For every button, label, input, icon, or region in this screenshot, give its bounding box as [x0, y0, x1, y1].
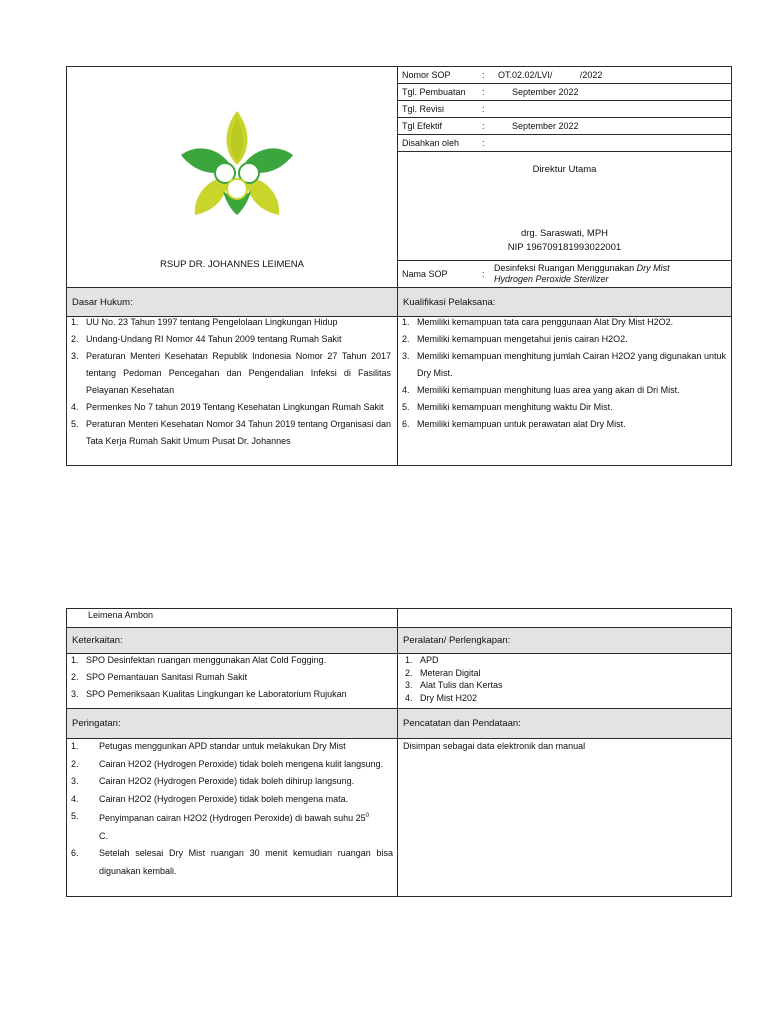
nama-sop-value: Desinfeksi Ruangan Menggunakan Dry Mist Hydrogen Peroxide Sterilizer — [494, 263, 670, 284]
row-tgl-pembuatan: Tgl. Pembuatan : September 2022 — [398, 84, 731, 101]
nomor-sop-label: Nomor SOP — [402, 70, 451, 80]
list-item: 2. Undang-Undang RI Nomor 44 Tahun 2009 tentang Rumah Sakit — [71, 334, 342, 344]
peringatan-list — [71, 738, 393, 880]
hospital-logo-icon — [175, 107, 300, 217]
tgl-revisi-label: Tgl. Revisi — [402, 104, 445, 114]
row-disahkan: Disahkan oleh : — [398, 135, 731, 152]
peringatan-title: Peringatan: — [72, 718, 121, 729]
director-nip: NIP 196709181993022001 — [507, 242, 622, 253]
list-item: 6. Memiliki kemampuan untuk perawatan alat Dry Mist. — [402, 419, 626, 429]
nama-sop-label: Nama SOP — [402, 269, 448, 279]
keterkaitan-title: Keterkaitan: — [72, 635, 123, 646]
list-item: 5. Memiliki kemampuan menghitung waktu Dir Mist. — [402, 402, 613, 412]
list-item: 3. Peraturan Menteri Kesehatan Republik Indonesia Nomor 27 Tahun 2017 tentang Pedoman Pencegahan dan Pengendalian Infeksi di Fasilitas Pelayanan Kesehatan — [71, 351, 391, 395]
row-tgl-efektif: Tgl Efektif : September 2022 — [398, 118, 731, 135]
sop-table-bottom — [66, 608, 732, 897]
sop-table-top — [66, 66, 732, 466]
tgl-pembuatan-value: September 2022 — [512, 87, 579, 97]
list-item: 4. Cairan H2O2 (Hydrogen Peroxide) tidak boleh mengena mata. — [71, 793, 349, 804]
dasar-hukum-title: Dasar Hukum: — [72, 296, 133, 308]
list-item: 3. Alat Tulis dan Kertas — [405, 680, 503, 690]
director-title: Direktur Utama — [532, 164, 597, 175]
hospital-name: RSUP DR. JOHANNES LEIMENA — [160, 259, 304, 270]
list-item: 3. Memiliki kemampuan menghitung jumlah Cairan H2O2 yang digunakan untuk Dry Mist. — [402, 351, 726, 378]
pencatatan-title: Pencatatan dan Pendataan: — [403, 718, 521, 729]
list-item: 2. Memiliki kemampuan mengetahui jenis cairan H2O2. — [402, 334, 628, 344]
list-item: 1. Memiliki kemampuan tata cara penggunaan Alat Dry Mist H2O2. — [402, 317, 674, 327]
list-item: 1. Petugas menggunkan APD standar untuk melakukan Dry Mist — [71, 741, 346, 751]
continuation-text: Leimena Ambon — [88, 610, 154, 620]
tgl-efektif-label: Tgl Efektif — [402, 121, 443, 131]
keterkaitan-list — [71, 652, 391, 703]
peralatan-list — [405, 654, 725, 704]
list-item: 5. Penyimpanan cairan H2O2 (Hydrogen Peroxide) di bawah suhu $25^0$ C. — [71, 811, 369, 841]
list-item: 1. UU No. 23 Tahun 1997 tentang Pengelolaan Lingkungan Hidup — [71, 317, 338, 327]
pencatatan-text: Disimpan sebagai data elektronik dan manual — [403, 741, 586, 751]
list-item: 1. SPO Desinfektan ruangan menggunakan Alat Cold Fogging. — [71, 655, 327, 665]
tgl-pembuatan-label: Tgl. Pembuatan — [402, 87, 466, 97]
list-item: 2. Cairan H2O2 (Hydrogen Peroxide) tidak boleh mengena kulit langsung. — [71, 758, 384, 769]
list-item: 2. SPO Pemantauan Sanitasi Rumah Sakit — [71, 672, 248, 682]
disahkan-label: Disahkan oleh — [402, 138, 460, 148]
list-item: 5. Peraturan Menteri Kesehatan Nomor 34 Tahun 2019 tentang Organisasi dan Tata Kerja Rumah Sakit Umum Pusat Dr. Johannes — [71, 419, 391, 446]
list-item: 1. APD — [405, 655, 439, 665]
peralatan-title: Peralatan/ Perlengkapan: — [403, 635, 511, 646]
tgl-efektif-value: September 2022 — [512, 121, 579, 131]
list-item: 6. Setelah selesai Dry Mist ruangan 30 menit kemudian ruangan bisa digunakan kembali. — [71, 848, 393, 876]
dasar-hukum-list — [71, 314, 391, 464]
list-item: 2. Meteran Digital — [405, 667, 481, 678]
row-nama-sop: Nama SOP : Desinfeksi Ruangan Menggunakan Dry Mist Hydrogen Peroxide Sterilizer — [398, 260, 731, 287]
sop-meta — [398, 67, 731, 253]
kualifikasi-list — [402, 314, 726, 433]
director-name: drg. Saraswati, MPH — [520, 228, 609, 239]
kualifikasi-title: Kualifikasi Pelaksana: — [403, 296, 496, 308]
row-nomor-sop: Nomor SOP : OT.02.02/LVI/ /2022 — [398, 67, 731, 84]
row-tgl-revisi: Tgl. Revisi : — [398, 101, 731, 118]
list-item: 4. Permenkes No 7 tahun 2019 Tentang Kesehatan Lingkungan Rumah Sakit — [71, 402, 384, 412]
list-item: 3. SPO Pemeriksaan Kualitas Lingkungan ke Laboratorium Rujukan — [71, 689, 347, 699]
list-item: 4. Dry Mist H202 — [405, 692, 478, 703]
nomor-sop-value: OT.02.02/LVI/ /2022 — [498, 70, 603, 80]
list-item: 3. Cairan H2O2 (Hydrogen Peroxide) tidak boleh dihirup langsung. — [71, 776, 355, 786]
list-item: 4. Memiliki kemampuan menghitung luas area yang akan di Dri Mist. — [402, 385, 680, 395]
